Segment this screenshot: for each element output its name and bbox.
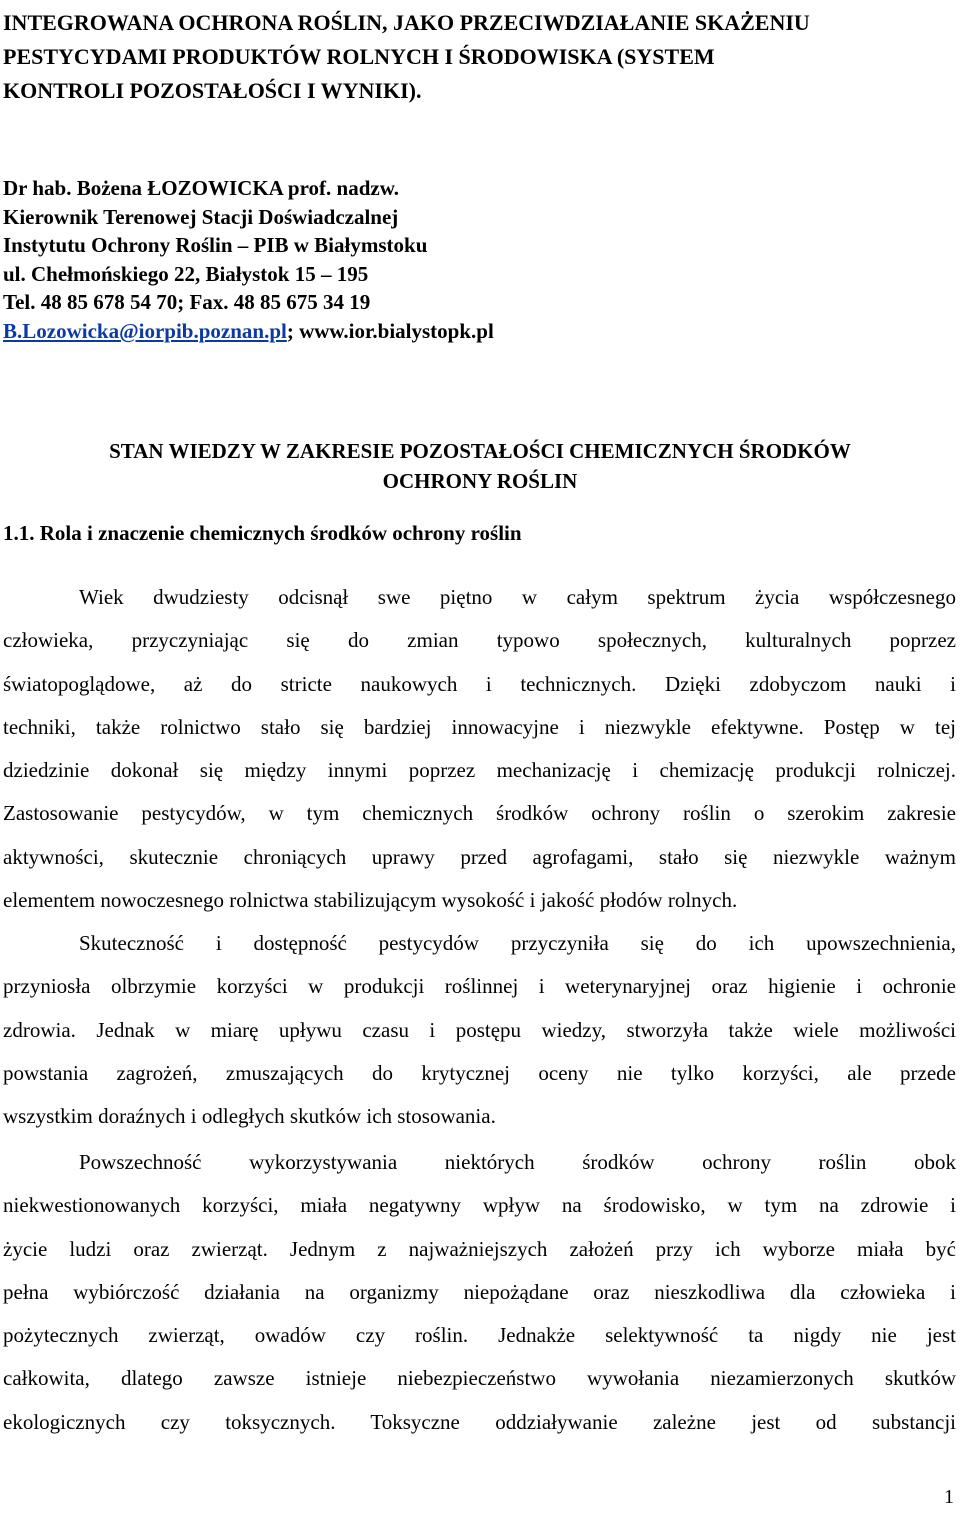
- paragraph-line: światopoglądowe, aż do stricte naukowych i technicznych. Dzięki zdobyczom nauki i: [3, 671, 956, 696]
- author-block: [3, 174, 494, 346]
- paragraph-line: przyniosła olbrzymie korzyści w produkcji roślinnej i weterynaryjnej oraz higienie i ochronie: [3, 974, 956, 999]
- author-position: Kierownik Terenowej Stacji Doświadczalnej: [3, 204, 399, 229]
- author-institution: Instytutu Ochrony Roślin – PIB w Białymstoku: [3, 233, 428, 258]
- author-name: Dr hab. Bożena ŁOZOWICKA prof. nadzw.: [3, 176, 399, 200]
- author-contact-line: [3, 317, 494, 346]
- paragraph-3: [3, 1141, 956, 1444]
- document-title-line: KONTROLI POZOSTAŁOŚCI I WYNIKI).: [3, 78, 422, 103]
- paragraph-line: Skuteczność i dostępność pestycydów przyczyniła się do ich upowszechnienia,: [79, 931, 956, 955]
- paragraph-1: [3, 576, 956, 922]
- paragraph-line: wszystkim doraźnych i odległych skutków ich stosowania.: [3, 1104, 496, 1129]
- paragraph-line: powstania zagrożeń, zmuszających do krytycznej oceny nie tylko korzyści, ale przede: [3, 1060, 956, 1085]
- paragraph-line: Powszechność wykorzystywania niektórych środków ochrony roślin obok: [79, 1150, 956, 1174]
- page-number: 1: [944, 1486, 954, 1508]
- paragraph-line: elementem nowoczesnego rolnictwa stabilizującym wysokość i jakość płodów rolnych.: [3, 888, 738, 913]
- author-website: www.ior.bialystopk.pl: [299, 318, 494, 343]
- author-address: ul. Chełmońskiego 22, Białystok 15 – 195: [3, 261, 369, 286]
- paragraph-line: życie ludzi oraz zwierząt. Jednym z najważniejszych założeń przy ich wyborze miała być: [3, 1236, 956, 1261]
- document-title-line: PESTYCYDAMI PRODUKTÓW ROLNYCH I ŚRODOWISKA (SYSTEM: [3, 44, 715, 69]
- author-email-link[interactable]: B.Lozowicka@iorpib.poznan.pl: [3, 318, 287, 343]
- document-title: [3, 6, 953, 108]
- paragraph-line: Wiek dwudziesty odcisnął swe piętno w całym spektrum życia współczesnego: [79, 585, 956, 609]
- section-title: [0, 436, 960, 496]
- paragraph-line: zdrowia. Jednak w miarę upływu czasu i postępu wiedzy, stworzyła także wiele możliwości: [3, 1017, 956, 1042]
- author-phone-fax: Tel. 48 85 678 54 70; Fax. 48 85 675 34 19: [3, 290, 371, 315]
- document-title-line: INTEGROWANA OCHRONA ROŚLIN, JAKO PRZECIWDZIAŁANIE SKAŻENIU: [3, 10, 810, 35]
- paragraph-line: Zastosowanie pestycydów, w tym chemicznych środków ochrony roślin o szerokim zakresie: [3, 801, 956, 826]
- paragraph-line: dziedzinie dokonał się między innymi poprzez mechanizację i chemizację produkcji rolniczej.: [3, 758, 956, 783]
- paragraph-line: techniki, także rolnictwo stało się bardziej innowacyjne i niezwykle efektywne. Postęp w tej: [3, 714, 956, 739]
- paragraph-line: pełna wybiórczość działania na organizmy niepożądane oraz nieszkodliwa dla człowieka i: [3, 1279, 956, 1304]
- section-title-line: OCHRONY ROŚLIN: [382, 469, 578, 493]
- subsection-title: 1.1. Rola i znaczenie chemicznych środków ochrony roślin: [3, 521, 522, 545]
- section-title-line: STAN WIEDZY W ZAKRESIE POZOSTAŁOŚCI CHEMICZNYCH ŚRODKÓW: [109, 439, 851, 463]
- contact-separator: ;: [286, 318, 300, 343]
- paragraph-line: człowieka, przyczyniając się do zmian typowo społecznych, kulturalnych poprzez: [3, 628, 956, 653]
- paragraph-line: pożytecznych zwierząt, owadów czy roślin. Jednakże selektywność ta nigdy nie jest: [3, 1323, 956, 1348]
- paragraph-line: aktywności, skutecznie chroniących uprawy przed agrofagami, stało się niezwykle ważnym: [3, 844, 956, 869]
- paragraph-line: całkowita, dlatego zawsze istnieje niebezpieczeństwo wywołania niezamierzonych skutków: [3, 1366, 956, 1391]
- paragraph-2: [3, 922, 956, 1138]
- paragraph-line: niekwestionowanych korzyści, miała negatywny wpływ na środowisko, w tym na zdrowie i: [3, 1193, 956, 1218]
- paragraph-line: ekologicznych czy toksycznych. Toksyczne oddziaływanie zależne jest od substancji: [3, 1409, 956, 1434]
